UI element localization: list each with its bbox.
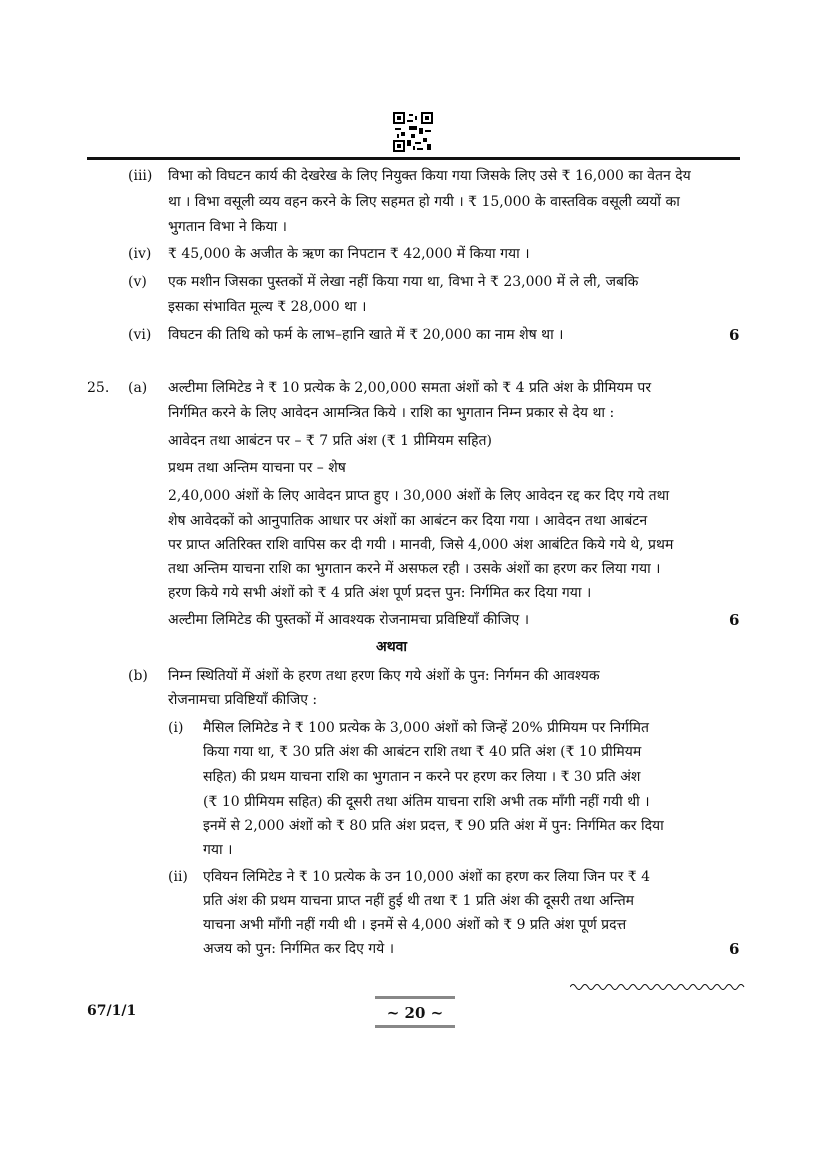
- q25-a-line: तथा अन्तिम याचना राशि का भुगतान करने में असफल रही । उसके अंशों का हरण कर लिया गया ।: [168, 561, 661, 577]
- item-line: विघटन की तिथि को फर्म के लाभ–हानि खाते में ₹ 20,000 का नाम शेष था ।: [168, 327, 564, 343]
- q25-b-ii-line: प्रति अंश की प्रथम याचना प्राप्त नहीं हुई थी तथा ₹ 1 प्रति अंश की दूसरी तथा अन्तिम: [203, 893, 635, 909]
- q25-b-i-line: गया ।: [203, 842, 233, 858]
- q25-a-line: अल्टीमा लिमिटेड की पुस्तकों में आवश्यक रोजनामचा प्रविष्टियाँ कीजिए ।: [168, 612, 530, 628]
- q25-b-ii-line: अजय को पुन: निर्गमित कर दिए गये ।: [203, 941, 395, 957]
- item-line: विभा को विघटन कार्य की देखरेख के लिए नियुक्त किया गया जिसके लिए उसे ₹ 16,000 का वेतन देय: [168, 168, 691, 184]
- q25-b-i-line: किया गया था, ₹ 30 प्रति अंश की आबंटन राशि तथा ₹ 40 प्रति अंश (₹ 10 प्रीमियम: [203, 744, 642, 760]
- item-line: इसका संभावित मूल्य ₹ 28,000 था ।: [168, 299, 367, 315]
- q25-b-i-line: मैसिल लिमिटेड ने ₹ 100 प्रत्येक के 3,000 अंशों को जिन्हें 20% प्रीमियम पर निर्गमित: [203, 720, 650, 736]
- item-line: एक मशीन जिसका पुस्तकों में लेखा नहीं किया गया था, विभा ने ₹ 23,000 में ले ली, जबकि: [168, 274, 639, 290]
- wavy-divider-icon: [570, 982, 748, 992]
- item-label: (vi): [128, 327, 152, 343]
- q25-b-i-line: सहित) की प्रथम याचना राशि का भुगतान न करने पर हरण कर लिया । ₹ 30 प्रति अंश: [203, 769, 641, 785]
- q25-a-line: शेष आवेदकों को आनुपातिक आधार पर अंशों का आबंटन कर दिया गया । आवेदन तथा आबंटन: [168, 513, 648, 529]
- q25-b-line: निम्न स्थितियों में अंशों के हरण तथा हरण किए गये अंशों के पुन: निर्गमन की आवश्यक: [168, 668, 600, 684]
- q25-b-i-label: (i): [168, 720, 184, 736]
- paper-code: 67/1/1: [87, 1003, 137, 1019]
- q25-b-ii-line: याचना अभी माँगी नहीं गयी थी । इनमें से 4,000 अंशों को ₹ 9 प्रति अंश पूर्ण प्रदत्त: [203, 917, 627, 933]
- item-line: भुगतान विभा ने किया ।: [168, 219, 287, 235]
- page-number-text: ~ 20 ~: [386, 1004, 444, 1022]
- q25-b-label: (b): [128, 668, 148, 684]
- or-heading: अथवा: [376, 639, 408, 655]
- q25-a-line: निर्गमित करने के लिए आवेदन आमन्त्रित किये । राशि का भुगतान निम्न प्रकार से देय था :: [168, 405, 615, 421]
- q25-a-label: (a): [128, 380, 148, 396]
- q25-a-line: आवेदन तथा आबंटन पर – ₹ 7 प्रति अंश (₹ 1 प्रीमियम सहित): [168, 433, 492, 449]
- q25-number: 25.: [87, 380, 110, 396]
- q24-marks: 6: [729, 326, 740, 344]
- q25-a-line: प्रथम तथा अन्तिम याचना पर – शेष: [168, 460, 346, 476]
- qr-code-icon: [393, 112, 433, 152]
- item-label: (iv): [128, 246, 152, 262]
- item-label: (v): [128, 274, 147, 290]
- item-line: ₹ 45,000 के अजीत के ऋण का निपटान ₹ 42,000 में किया गया ।: [168, 246, 530, 262]
- page-number-top-bar: [375, 996, 455, 999]
- q25-a-line: हरण किये गये सभी अंशों को ₹ 4 प्रति अंश पूर्ण प्रदत्त पुन: निर्गमित कर दिया गया ।: [168, 585, 592, 601]
- q25-a-line: अल्टीमा लिमिटेड ने ₹ 10 प्रत्येक के 2,00,000 समता अंशों को ₹ 4 प्रति अंश के प्रीमियम पर: [168, 380, 652, 396]
- q25-a-marks: 6: [729, 611, 740, 629]
- item-line: था । विभा वसूली व्यय वहन करने के लिए सहमत हो गयी । ₹ 15,000 के वास्तविक वसूली व्ययों का: [168, 194, 680, 210]
- q25-a-line: पर प्राप्त अतिरिक्त राशि वापिस कर दी गयी । मानवी, जिसे 4,000 अंश आबंटित किये गये थे, प्रथम: [168, 537, 674, 553]
- q25-b-marks: 6: [729, 940, 740, 958]
- item-label: (iii): [128, 168, 153, 184]
- q25-b-i-line: (₹ 10 प्रीमियम सहित) की दूसरी तथा अंतिम याचना राशि अभी तक माँगी नहीं गयी थी ।: [203, 794, 650, 810]
- header-rule: [87, 157, 740, 160]
- q25-b-ii-label: (ii): [168, 869, 188, 885]
- page-number-bottom-bar: [375, 1025, 455, 1028]
- q25-b-i-line: इनमें से 2,000 अंशों को ₹ 80 प्रति अंश प्रदत्त, ₹ 90 प्रति अंश में पुन: निर्गमित कर दिया: [203, 818, 664, 834]
- page-number: [375, 996, 455, 1028]
- q25-a-line: 2,40,000 अंशों के लिए आवेदन प्राप्त हुए । 30,000 अंशों के लिए आवेदन रद्द कर दिए गये तथा: [168, 488, 670, 504]
- q25-b-line: रोजनामचा प्रविष्टियाँ कीजिए :: [168, 692, 318, 708]
- q25-b-ii-line: एवियन लिमिटेड ने ₹ 10 प्रत्येक के उन 10,000 अंशों का हरण कर लिया जिन पर ₹ 4: [203, 869, 651, 885]
